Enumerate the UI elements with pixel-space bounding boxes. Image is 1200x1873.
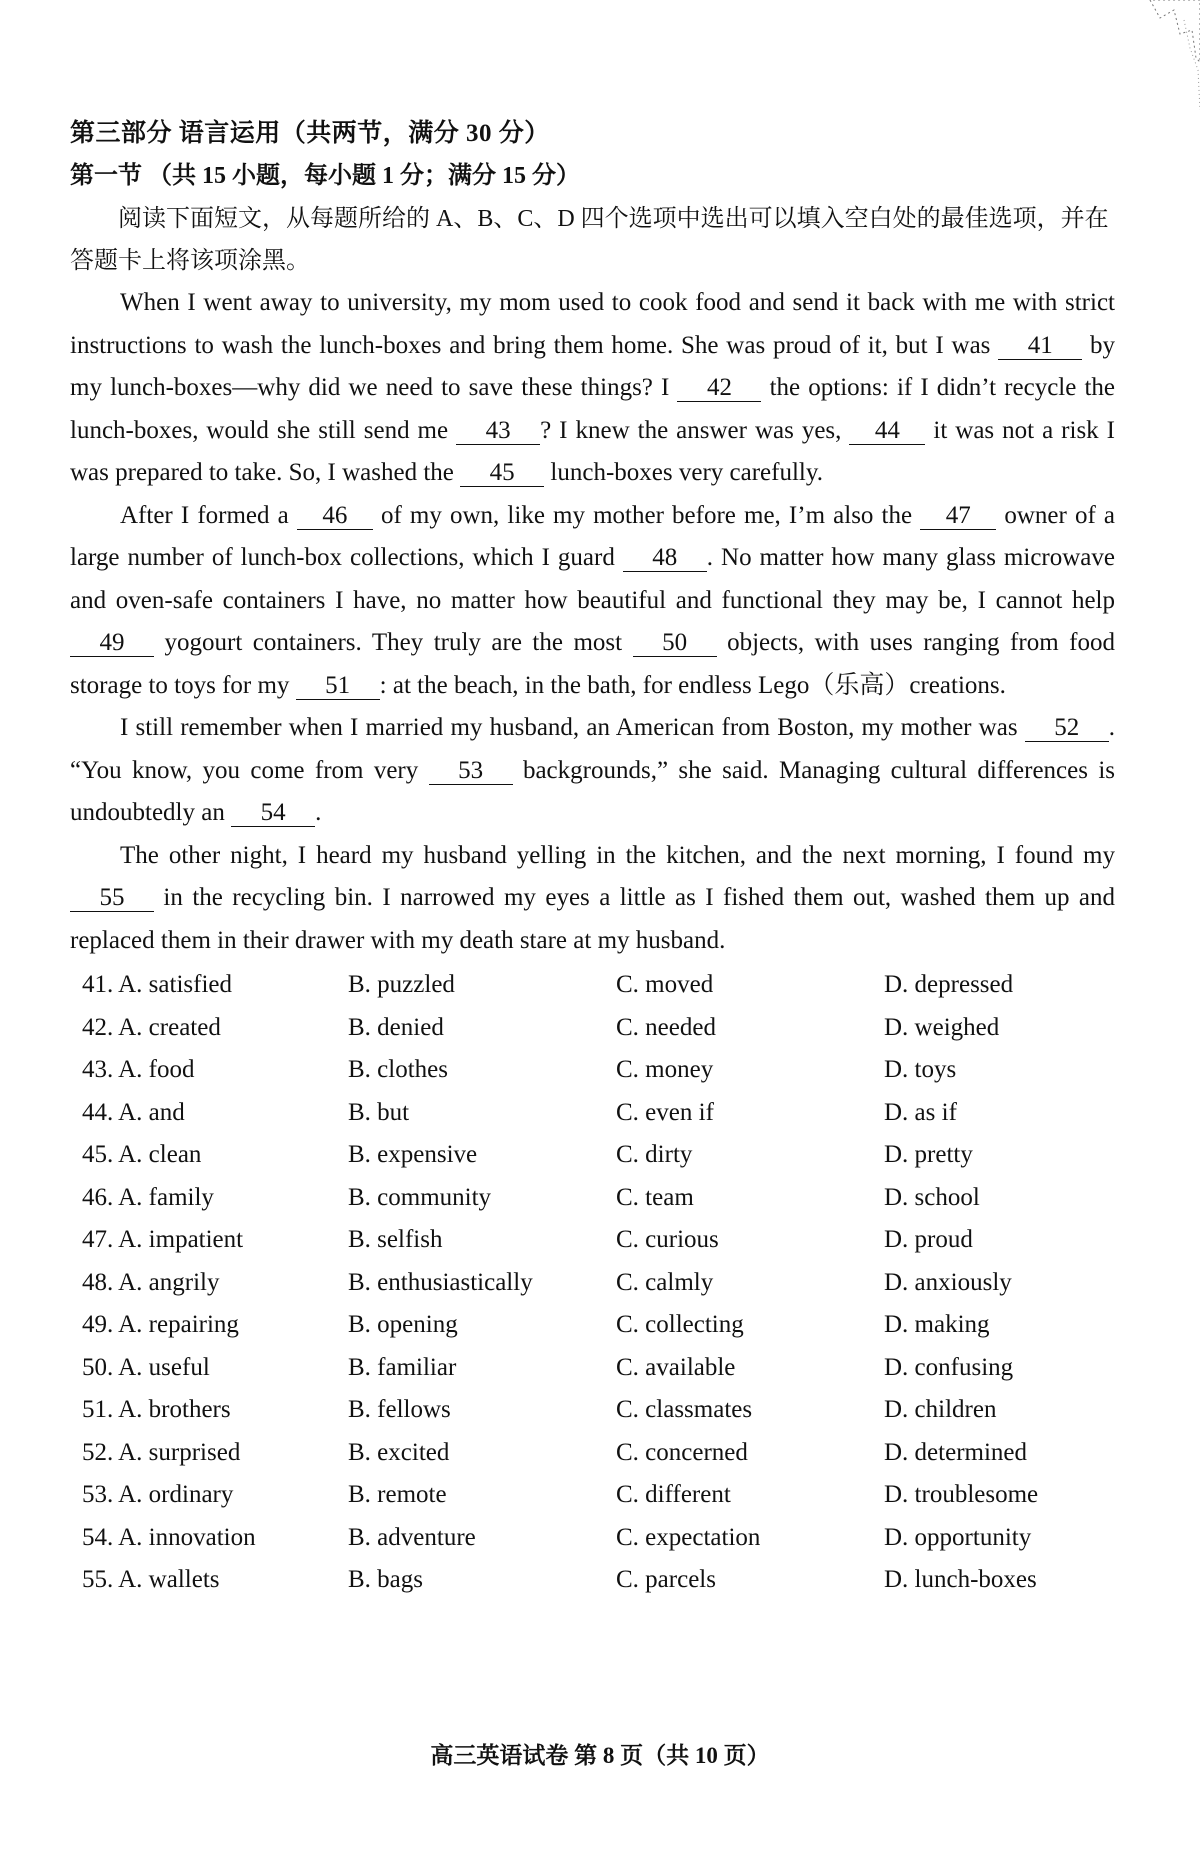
passage-paragraph-2: After I formed a 46 of my own, like my mother before me, I’m also the 47 owner of a large number of lunch-box collections, which I guard 48 . No matter how many glass microwave and oven-safe containers I have, no matter how beautiful and functional they may be, I cannot help 49 yogourt containers. They truly are the most 50 objects, with uses ranging from food storage to toys for my 51 : at the beach, in the bath, for endless Lego（乐高）creations. [70, 501, 1115, 699]
option-a: 45. A. clean [82, 1141, 202, 1168]
blank-43: 43 [456, 418, 540, 445]
option-d: D. anxiously [884, 1268, 1012, 1296]
option-d: D. lunch-boxes [884, 1566, 1037, 1593]
option-c: C. needed [616, 1013, 716, 1041]
option-d: D. as if [884, 1098, 957, 1126]
blank-47: 47 [920, 503, 996, 530]
blank-55: 55 [70, 885, 154, 912]
passage [70, 282, 1115, 962]
option-d: D. proud [884, 1226, 973, 1253]
passage-paragraph-4: The other night, I heard my husband yelling in the kitchen, and the next morning, I found my 55 in the recycling bin. I narrowed my eyes a little as I fished them out, washed them up and replaced them in their drawer with my death stare at my husband. [70, 841, 1115, 954]
option-d: D. pretty [884, 1141, 973, 1168]
option-a: 55. A. wallets [82, 1566, 220, 1593]
option-d: D. opportunity [884, 1523, 1032, 1551]
option-a: 43. A. food [82, 1056, 195, 1083]
option-c: C. calmly [616, 1268, 714, 1296]
option-a: 47. A. impatient [82, 1226, 244, 1253]
option-a: 50. A. useful [82, 1353, 210, 1381]
answer-options [70, 964, 1115, 1602]
option-a: 52. A. surprised [82, 1438, 241, 1466]
option-a: 42. A. created [82, 1013, 221, 1041]
exam-page [70, 110, 1115, 1602]
blank-46: 46 [297, 503, 373, 530]
option-a: 54. A. innovation [82, 1523, 256, 1551]
option-c: C. team [616, 1183, 694, 1211]
option-d: D. determined [884, 1438, 1028, 1466]
option-a: 53. A. ordinary [82, 1481, 234, 1508]
option-d: D. troublesome [884, 1481, 1039, 1508]
option-a: 41. A. satisfied [82, 971, 232, 998]
option-d: D. making [884, 1311, 990, 1338]
option-c: C. expectation [616, 1523, 761, 1551]
option-c: C. money [616, 1056, 714, 1083]
blank-44: 44 [849, 418, 925, 445]
option-d: D. confusing [884, 1353, 1014, 1381]
question-row-48 [70, 1262, 1115, 1305]
section-title: 第三部分 语言运用（共两节，满分 30 分） [70, 120, 550, 147]
option-b: B. community [348, 1183, 492, 1211]
instructions: 阅读下面短文，从每题所给的 A、B、C、D 四个选项中选出可以填入空白处的最佳选项，并在答题卡上将该项涂黑。 [70, 206, 1109, 274]
question-row-55 [70, 1559, 1115, 1602]
option-a: 48. A. angrily [82, 1268, 220, 1296]
question-row-51 [70, 1389, 1115, 1432]
option-c: C. concerned [616, 1438, 748, 1466]
subsection-title: 第一节 （共 15 小题，每小题 1 分；满分 15 分） [70, 163, 580, 189]
option-b: B. excited [348, 1438, 450, 1466]
option-a: 44. A. and [82, 1098, 185, 1126]
question-row-50 [70, 1347, 1115, 1390]
question-row-41 [70, 964, 1115, 1007]
option-d: D. weighed [884, 1013, 1000, 1041]
option-b: B. expensive [348, 1141, 478, 1168]
option-b: B. clothes [348, 1056, 448, 1083]
option-d: D. toys [884, 1056, 957, 1083]
option-c: C. even if [616, 1098, 714, 1126]
blank-42: 42 [677, 375, 761, 402]
question-row-49 [70, 1304, 1115, 1347]
option-b: B. denied [348, 1013, 444, 1041]
blank-50: 50 [633, 630, 717, 657]
option-c: C. available [616, 1353, 736, 1381]
option-d: D. depressed [884, 971, 1014, 998]
option-b: B. puzzled [348, 971, 455, 998]
blank-41: 41 [998, 333, 1082, 360]
page-footer: 高三英语试卷 第 8 页（共 10 页） [430, 1743, 770, 1768]
option-b: B. fellows [348, 1396, 451, 1423]
option-b: B. selfish [348, 1226, 443, 1253]
blank-54: 54 [231, 800, 315, 827]
blank-49: 49 [70, 630, 154, 657]
option-a: 46. A. family [82, 1183, 214, 1211]
option-b: B. enthusiastically [348, 1268, 533, 1296]
option-b: B. but [348, 1098, 410, 1126]
option-d: D. children [884, 1396, 997, 1423]
option-c: C. classmates [616, 1396, 753, 1423]
option-c: C. moved [616, 971, 714, 998]
question-row-46 [70, 1177, 1115, 1220]
option-b: B. opening [348, 1311, 458, 1338]
question-row-43 [70, 1049, 1115, 1092]
question-row-45 [70, 1134, 1115, 1177]
blank-52: 52 [1025, 715, 1109, 742]
option-a: 49. A. repairing [82, 1311, 239, 1338]
option-c: C. different [616, 1481, 731, 1508]
blank-51: 51 [296, 673, 380, 700]
option-b: B. bags [348, 1566, 423, 1593]
question-row-42 [70, 1007, 1115, 1050]
question-row-54 [70, 1517, 1115, 1560]
blank-48: 48 [623, 545, 707, 572]
option-d: D. school [884, 1183, 980, 1211]
option-c: C. dirty [616, 1141, 693, 1168]
option-b: B. adventure [348, 1523, 476, 1551]
option-c: C. collecting [616, 1311, 744, 1338]
question-row-53 [70, 1474, 1115, 1517]
question-row-47 [70, 1219, 1115, 1262]
option-a: 51. A. brothers [82, 1396, 231, 1423]
passage-paragraph-1: When I went away to university, my mom used to cook food and send it back with me with strict instructions to wash the lunch-boxes and bring them home. She was proud of it, but I was 41 by my lunch-boxes—why did we need to save these things? I 42 the options: if I didn’t recycle the lunch-boxes, would she still send me 43 ? I knew the answer was yes, 44 it was not a risk I was prepared to take. So, I washed the 45 lunch-boxes very carefully. [70, 289, 1116, 486]
option-c: C. curious [616, 1226, 719, 1253]
blank-45: 45 [460, 460, 544, 487]
option-b: B. familiar [348, 1353, 457, 1381]
question-row-44 [70, 1092, 1115, 1135]
passage-paragraph-3: I still remember when I married my husband, an American from Boston, my mother was 52 . “You know, you come from very 53 backgrounds,” she said. Managing cultural differences is undoubtedly an 54 . [70, 714, 1116, 826]
question-row-52 [70, 1432, 1115, 1475]
scan-corner-artifact [1140, 0, 1200, 120]
option-c: C. parcels [616, 1566, 716, 1593]
blank-53: 53 [429, 758, 513, 785]
option-b: B. remote [348, 1481, 447, 1508]
